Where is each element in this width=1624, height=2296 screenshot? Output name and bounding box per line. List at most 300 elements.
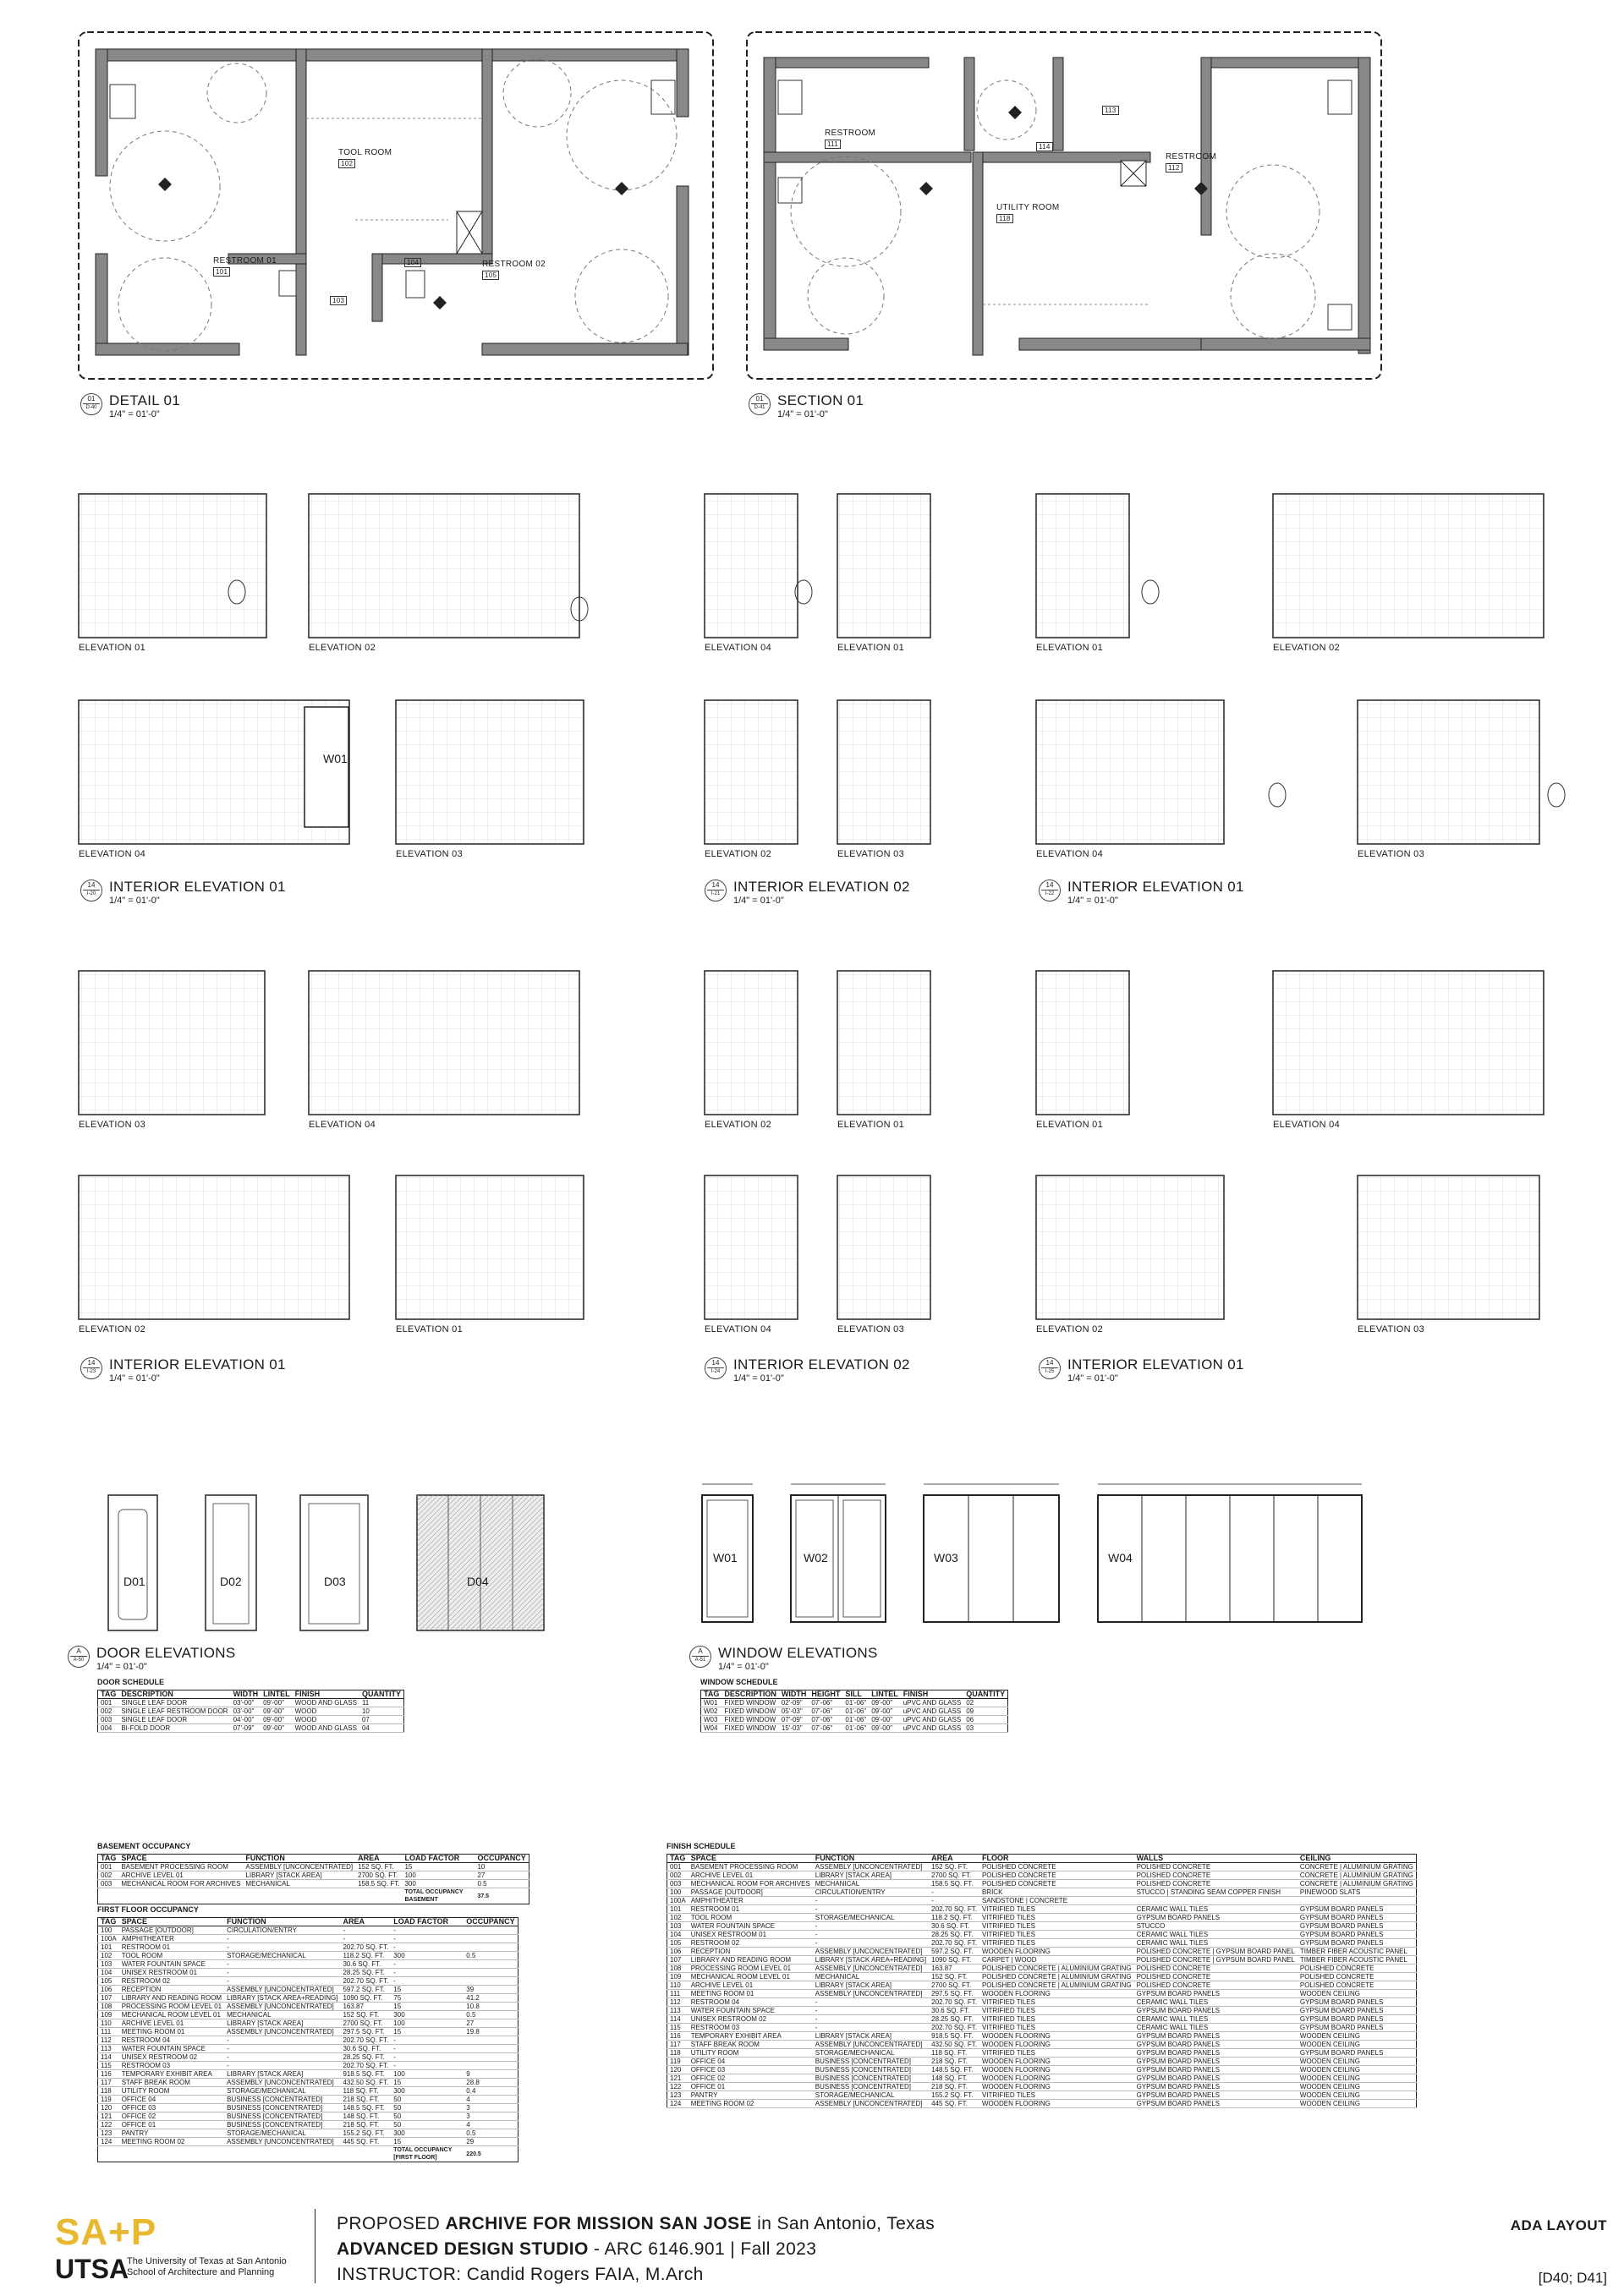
table-cell: 118.2 SQ. FT. — [340, 1952, 391, 1960]
table-cell: STUCCO | STANDING SEAM COPPER FINISH — [1134, 1888, 1298, 1897]
table-cell: POLISHED CONCRETE — [979, 1871, 1134, 1880]
table-cell: OFFICE 03 — [689, 2066, 813, 2074]
table-cell: MECHANICAL — [813, 1880, 929, 1888]
table-cell: MEETING ROOM 01 — [689, 1990, 813, 1998]
table-cell: MECHANICAL ROOM LEVEL 01 — [689, 1973, 813, 1981]
table-cell — [1298, 1897, 1416, 1905]
table-cell: STORAGE/MECHANICAL — [813, 2091, 929, 2100]
window-elevations — [702, 1484, 1362, 1622]
table-row — [667, 1863, 1417, 1871]
table-cell — [464, 2045, 518, 2053]
drawing-number-badge: 14 I-20 — [80, 879, 102, 901]
column-header: SILL — [842, 1690, 869, 1699]
table-cell: BASEMENT PROCESSING ROOM — [689, 1863, 813, 1871]
table-cell: OFFICE 02 — [119, 2112, 224, 2121]
drawing-number-badge: 01 D-40 — [80, 393, 102, 415]
table-cell: STORAGE/MECHANICAL — [813, 1914, 929, 1922]
table-cell — [464, 2036, 518, 2045]
project-title: PROPOSED ARCHIVE FOR MISSION SAN JOSE in San Antonio, Texas — [337, 2214, 935, 2233]
table-cell: 122 — [667, 2083, 689, 2091]
table-cell: ASSEMBLY [UNCONCENTRATED] — [224, 2003, 340, 2011]
elevation-frame — [396, 700, 584, 844]
table-cell: 113 — [98, 2045, 119, 2053]
table-cell: 113 — [667, 2007, 689, 2015]
interior-elevation-title: 14 I-20 INTERIOR ELEVATION 01 1/4" = 01'-0" — [80, 879, 286, 907]
table-cell: 121 — [98, 2112, 119, 2121]
table-cell: LIBRARY [STACK AREA] — [224, 2070, 340, 2079]
table-cell: 107 — [98, 1994, 119, 2003]
table-row — [98, 2003, 518, 2011]
table-cell: VITRIFIED TILES — [979, 2015, 1134, 2024]
table-row — [667, 2024, 1417, 2032]
column-header: FUNCTION — [243, 1855, 355, 1863]
table-cell — [98, 2146, 119, 2162]
table-cell: 108 — [98, 2003, 119, 2011]
table-cell: - — [391, 2062, 464, 2070]
table-cell: - — [929, 1897, 979, 1905]
table-cell: 04 — [359, 1724, 404, 1733]
table-cell: POLISHED CONCRETE — [1134, 1973, 1298, 1981]
toilet-fixture — [1142, 580, 1159, 604]
table-row — [667, 1897, 1417, 1905]
table-cell: OFFICE 01 — [689, 2083, 813, 2091]
door-elevations — [108, 1495, 544, 1630]
sheet-title: ADA LAYOUT — [1510, 2217, 1607, 2233]
table-row — [98, 2053, 518, 2062]
elevation-label: ELEVATION 03 — [79, 1120, 145, 1130]
table-cell: 2700 SQ. FT. — [929, 1981, 979, 1990]
table-row — [667, 2058, 1417, 2066]
elevation-label: ELEVATION 03 — [396, 849, 463, 859]
table-cell: ARCHIVE LEVEL 01 — [689, 1981, 813, 1990]
table-cell: 10 — [359, 1707, 404, 1716]
elevation-frame — [1036, 971, 1129, 1115]
table-cell: FIXED WINDOW — [721, 1707, 779, 1716]
table-row — [667, 1948, 1417, 1956]
elevation-frame — [837, 700, 930, 844]
table-cell: WOODEN CEILING — [1298, 2100, 1416, 2108]
table-cell: 50 — [391, 2096, 464, 2104]
table-cell: 117 — [98, 2079, 119, 2087]
column-header: HEIGHT — [809, 1690, 842, 1699]
first-floor-occupancy-title: FIRST FLOOR OCCUPANCY — [97, 1905, 199, 1914]
table-row — [98, 2087, 518, 2096]
table-row — [667, 1888, 1417, 1897]
column-header: CEILING — [1298, 1855, 1416, 1863]
table-cell: 202.70 SQ. FT. — [340, 1943, 391, 1952]
table-cell: RESTROOM 04 — [119, 2036, 224, 2045]
table-cell: 28.8 — [464, 2079, 518, 2087]
table-cell: CARPET | WOOD — [979, 1956, 1134, 1964]
table-cell: - — [224, 2045, 340, 2053]
table-row — [98, 2096, 518, 2104]
table-cell: 3 — [464, 2104, 518, 2112]
total-row — [98, 1888, 529, 1904]
room-label-restroom-02: RESTROOM 02 105 — [482, 260, 546, 279]
column-header: LINTEL — [869, 1690, 901, 1699]
elevation-label: ELEVATION 03 — [1358, 849, 1424, 859]
table-row — [667, 1939, 1417, 1948]
table-row — [667, 2041, 1417, 2049]
table-cell — [98, 1888, 119, 1904]
table-cell: 109 — [98, 2011, 119, 2019]
door-tag-d03: D03 — [324, 1575, 346, 1588]
table-cell: BUSINESS [CONCENTRATED] — [224, 2096, 340, 2104]
table-cell: 110 — [98, 2019, 119, 2028]
basement-occupancy-table — [97, 1854, 529, 1904]
table-cell: 158.5 SQ. FT. — [929, 1880, 979, 1888]
table-row — [98, 2112, 518, 2121]
table-cell: 10 — [475, 1863, 529, 1871]
table-cell: 148.5 SQ. FT. — [340, 2104, 391, 2112]
table-cell: WOOD AND GLASS — [293, 1699, 359, 1707]
elevation-label: ELEVATION 04 — [1036, 849, 1103, 859]
column-header: DESCRIPTION — [721, 1690, 779, 1699]
table-header-row — [98, 1918, 518, 1926]
table-cell: ASSEMBLY [UNCONCENTRATED] — [224, 1986, 340, 1994]
table-cell: 0.4 — [464, 2087, 518, 2096]
table-cell: 117 — [667, 2041, 689, 2049]
table-cell: 09'-00" — [869, 1707, 901, 1716]
instructor-line: INSTRUCTOR: Candid Rogers FAIA, M.Arch — [337, 2265, 704, 2284]
table-cell: BUSINESS [CONCENTRATED] — [813, 2058, 929, 2066]
table-row — [667, 1905, 1417, 1914]
table-cell: AMPHITHEATER — [689, 1897, 813, 1905]
table-cell: POLISHED CONCRETE — [1134, 1871, 1298, 1880]
table-cell: ARCHIVE LEVEL 01 — [118, 1871, 243, 1880]
table-cell: 300 — [391, 2011, 464, 2019]
table-cell: 109 — [667, 1973, 689, 1981]
table-row — [98, 1986, 518, 1994]
table-cell: TEMPORARY EXHIBIT AREA — [689, 2032, 813, 2041]
table-cell: WOODEN CEILING — [1298, 2074, 1416, 2083]
table-cell: TOOL ROOM — [119, 1952, 224, 1960]
table-cell: CONCRETE | ALUMINIUM GRATING — [1298, 1871, 1416, 1880]
table-cell: 27 — [475, 1871, 529, 1880]
table-cell: MECHANICAL ROOM FOR ARCHIVES — [118, 1880, 243, 1888]
table-cell: TIMBER FIBER ACOUSTIC PANEL — [1298, 1956, 1416, 1964]
elevation-label: ELEVATION 04 — [705, 1324, 771, 1334]
university-name: The University of Texas at San Antonio School of Architecture and Planning — [127, 2256, 287, 2277]
total-value: 220.5 — [464, 2146, 518, 2162]
table-cell: WATER FOUNTAIN SPACE — [119, 1960, 224, 1969]
table-cell: 152 SQ. FT. — [929, 1973, 979, 1981]
table-cell: 15 — [391, 2138, 464, 2146]
table-cell: MECHANICAL — [224, 2011, 340, 2019]
elevation-label: ELEVATION 03 — [837, 849, 904, 859]
table-cell: LIBRARY [STACK AREA] — [813, 1981, 929, 1990]
table-cell: VITRIFIED TILES — [979, 1922, 1134, 1931]
elevation-frame — [837, 1175, 930, 1319]
table-cell: POLISHED CONCRETE | GYPSUM BOARD PANEL — [1134, 1956, 1298, 1964]
table-cell: WOODEN FLOORING — [979, 1948, 1134, 1956]
table-cell: 09'-00" — [261, 1724, 293, 1733]
table-cell: PINEWOOD SLATS — [1298, 1888, 1416, 1897]
table-cell: WOOD — [293, 1716, 359, 1724]
table-cell: 03'-00" — [231, 1699, 261, 1707]
table-cell: STORAGE/MECHANICAL — [224, 2087, 340, 2096]
table-row — [98, 2079, 518, 2087]
table-cell: - — [813, 1922, 929, 1931]
detail-01-plan — [79, 32, 713, 379]
table-cell: 0.5 — [464, 2011, 518, 2019]
table-cell: 3 — [464, 2112, 518, 2121]
table-cell: BUSINESS [CONCENTRATED] — [224, 2104, 340, 2112]
table-cell: 2700 SQ. FT. — [340, 2019, 391, 2028]
table-cell: 30.6 SQ. FT. — [340, 1960, 391, 1969]
table-cell: 445 SQ. FT. — [340, 2138, 391, 2146]
column-header: OCCUPANCY — [464, 1918, 518, 1926]
table-cell: RECEPTION — [689, 1948, 813, 1956]
room-label-tool-room: TOOL ROOM 102 — [338, 148, 392, 167]
table-cell: CONCRETE | ALUMINIUM GRATING — [1298, 1863, 1416, 1871]
table-cell: 300 — [391, 2129, 464, 2138]
table-cell: 100 — [402, 1871, 475, 1880]
table-cell: 03 — [963, 1724, 1008, 1733]
table-cell: 4 — [464, 2096, 518, 2104]
table-cell: VITRIFIED TILES — [979, 2091, 1134, 2100]
table-cell: 118 — [667, 2049, 689, 2058]
table-cell: 30.6 SQ. FT. — [929, 1922, 979, 1931]
table-row — [98, 1960, 518, 1969]
table-cell: POLISHED CONCRETE — [1134, 1981, 1298, 1990]
elevation-label: ELEVATION 02 — [79, 1324, 145, 1334]
table-cell: 108 — [667, 1964, 689, 1973]
table-cell: LIBRARY [STACK AREA] — [813, 2032, 929, 2041]
table-row — [667, 2015, 1417, 2024]
table-row — [98, 2036, 518, 2045]
w01-elevation-tag: W01 — [323, 752, 348, 765]
table-row — [98, 1699, 404, 1707]
table-row — [98, 2104, 518, 2112]
table-row — [667, 2083, 1417, 2091]
table-cell: MECHANICAL ROOM FOR ARCHIVES — [689, 1880, 813, 1888]
table-cell: LIBRARY [STACK AREA] — [813, 1871, 929, 1880]
table-cell: STORAGE/MECHANICAL — [224, 1952, 340, 1960]
table-row — [667, 1931, 1417, 1939]
table-cell: 202.70 SQ. FT. — [340, 2036, 391, 2045]
table-cell: 0.5 — [475, 1880, 529, 1888]
table-cell: CERAMIC WALL TILES — [1134, 1931, 1298, 1939]
table-cell: GYPSUM BOARD PANELS — [1134, 2058, 1298, 2066]
table-cell: VITRIFIED TILES — [979, 2007, 1134, 2015]
table-cell: 03'-00" — [231, 1707, 261, 1716]
column-header: WALLS — [1134, 1855, 1298, 1863]
table-cell: POLISHED CONCRETE — [979, 1863, 1134, 1871]
door-schedule-title: DOOR SCHEDULE — [97, 1678, 165, 1686]
table-cell: TEMPORARY EXHIBIT AREA — [119, 2070, 224, 2079]
room-label-103: 103 — [330, 294, 347, 305]
table-cell: WOOD — [293, 1707, 359, 1716]
table-cell: - — [224, 1977, 340, 1986]
table-cell: WOODEN CEILING — [1298, 2041, 1416, 2049]
table-cell: 163.87 — [929, 1964, 979, 1973]
table-cell: VITRIFIED TILES — [979, 1914, 1134, 1922]
table-cell: 15 — [402, 1863, 475, 1871]
table-cell: W03 — [701, 1716, 722, 1724]
drawing-number-badge: 14 I-23 — [80, 1357, 102, 1379]
table-header-row — [98, 1690, 404, 1699]
table-cell: GYPSUM BOARD PANELS — [1134, 1914, 1298, 1922]
table-cell: FIXED WINDOW — [721, 1699, 779, 1707]
title-section-01: 01 D-41 SECTION 01 1/4" = 01'-0" — [749, 393, 864, 420]
table-cell: OFFICE 01 — [119, 2121, 224, 2129]
table-cell: 07'-09" — [779, 1716, 809, 1724]
interior-elevation-title: 14 I-22 INTERIOR ELEVATION 01 1/4" = 01'-0" — [1039, 879, 1244, 907]
table-cell: GYPSUM BOARD PANELS — [1298, 2049, 1416, 2058]
table-cell: 918.5 SQ. FT. — [340, 2070, 391, 2079]
table-cell: RECEPTION — [119, 1986, 224, 1994]
table-cell: ASSEMBLY [UNCONCENTRATED] — [224, 2138, 340, 2146]
table-cell: WOODEN FLOORING — [979, 1990, 1134, 1998]
table-cell: ARCHIVE LEVEL 01 — [119, 2019, 224, 2028]
table-cell: 28.25 SQ. FT. — [340, 2053, 391, 2062]
table-row — [667, 1922, 1417, 1931]
table-cell: - — [224, 1969, 340, 1977]
table-cell: POLISHED CONCRETE | ALUMINIUM GRATING — [979, 1973, 1134, 1981]
table-cell: GYPSUM BOARD PANELS — [1298, 1905, 1416, 1914]
table-cell: CERAMIC WALL TILES — [1134, 1905, 1298, 1914]
table-cell: GYPSUM BOARD PANELS — [1298, 1931, 1416, 1939]
room-label-restroom-01: RESTROOM 01 101 — [213, 256, 277, 276]
drawing-number-badge: 01 D-41 — [749, 393, 771, 415]
table-cell: 002 — [667, 1871, 689, 1880]
table-cell: 105 — [98, 1977, 119, 1986]
table-cell: RESTROOM 02 — [689, 1939, 813, 1948]
table-cell: uPVC AND GLASS — [901, 1724, 963, 1733]
table-row — [98, 1994, 518, 2003]
column-header: AREA — [929, 1855, 979, 1863]
drawing-number-badge: 14 I-22 — [1039, 879, 1061, 901]
table-row — [701, 1707, 1008, 1716]
table-cell: LIBRARY [STACK AREA] — [224, 2019, 340, 2028]
table-cell: FIXED WINDOW — [721, 1724, 779, 1733]
table-cell: - — [391, 2045, 464, 2053]
window-in-elevation — [304, 707, 348, 827]
elevation-label: ELEVATION 02 — [705, 849, 771, 859]
table-cell: RESTROOM 03 — [689, 2024, 813, 2032]
table-cell: OFFICE 04 — [689, 2058, 813, 2066]
table-row — [98, 2028, 518, 2036]
room-label-restroom-112: RESTROOM 112 — [1166, 152, 1217, 172]
table-cell: STAFF BREAK ROOM — [689, 2041, 813, 2049]
table-cell: POLISHED CONCRETE — [1298, 1981, 1416, 1990]
table-row — [98, 1724, 404, 1733]
table-cell: 102 — [98, 1952, 119, 1960]
table-cell: WOODEN FLOORING — [979, 2074, 1134, 2083]
column-header: FINISH — [293, 1690, 359, 1699]
table-row — [98, 2121, 518, 2129]
table-cell: 1090 SQ. FT. — [929, 1956, 979, 1964]
table-cell: 155.2 SQ. FT. — [340, 2129, 391, 2138]
table-cell: VITRIFIED TILES — [979, 2049, 1134, 2058]
window-schedule-table — [700, 1690, 1008, 1733]
table-cell: WOODEN CEILING — [1298, 2058, 1416, 2066]
room-label-utility-room: UTILITY ROOM 118 — [996, 203, 1060, 222]
table-cell: WATER FOUNTAIN SPACE — [689, 1922, 813, 1931]
table-cell: 202.70 SQ. FT. — [929, 2024, 979, 2032]
table-cell: UNISEX RESTROOM 01 — [689, 1931, 813, 1939]
table-row — [667, 1973, 1417, 1981]
table-cell: GYPSUM BOARD PANELS — [1134, 2041, 1298, 2049]
table-cell: 120 — [667, 2066, 689, 2074]
table-cell: VITRIFIED TILES — [979, 2024, 1134, 2032]
table-cell — [464, 1960, 518, 1969]
table-cell: 152 SQ. FT. — [355, 1863, 402, 1871]
column-header: FUNCTION — [224, 1918, 340, 1926]
table-cell: 15 — [391, 2028, 464, 2036]
table-cell: UNISEX RESTROOM 01 — [119, 1969, 224, 1977]
table-cell: UTILITY ROOM — [119, 2087, 224, 2096]
table-cell: 300 — [391, 1952, 464, 1960]
table-cell: 003 — [98, 1716, 119, 1724]
studio-line: ADVANCED DESIGN STUDIO - ARC 6146.901 | Fall 2023 — [337, 2239, 817, 2259]
table-cell: WOODEN CEILING — [1298, 2032, 1416, 2041]
table-cell: 218 SQ. FT. — [340, 2121, 391, 2129]
table-row — [98, 1863, 529, 1871]
table-cell: 118 — [98, 2087, 119, 2096]
table-cell: GYPSUM BOARD PANELS — [1298, 1998, 1416, 2007]
table-cell: STORAGE/MECHANICAL — [224, 2129, 340, 2138]
table-cell: GYPSUM BOARD PANELS — [1298, 1914, 1416, 1922]
table-row — [667, 2074, 1417, 2083]
table-cell: GYPSUM BOARD PANELS — [1134, 2100, 1298, 2108]
table-cell: RESTROOM 01 — [689, 1905, 813, 1914]
table-cell: 106 — [98, 1986, 119, 1994]
table-row — [667, 1880, 1417, 1888]
table-cell: 432.50 SQ. FT. — [340, 2079, 391, 2087]
table-cell: 28.25 SQ. FT. — [929, 1931, 979, 1939]
table-cell: 148.5 SQ. FT. — [929, 2066, 979, 2074]
table-cell: OFFICE 02 — [689, 2074, 813, 2083]
table-cell: 112 — [98, 2036, 119, 2045]
table-cell: - — [340, 1935, 391, 1943]
table-cell: 001 — [667, 1863, 689, 1871]
table-cell: - — [813, 1931, 929, 1939]
table-cell: 002 — [98, 1707, 119, 1716]
table-cell: 28.25 SQ. FT. — [929, 2015, 979, 2024]
table-cell: CERAMIC WALL TILES — [1134, 2024, 1298, 2032]
table-header-row — [667, 1855, 1417, 1863]
table-cell: GYPSUM BOARD PANELS — [1134, 2074, 1298, 2083]
table-cell: LIBRARY [STACK AREA+READING] — [813, 1956, 929, 1964]
table-cell: MECHANICAL — [243, 1880, 355, 1888]
table-cell: FIXED WINDOW — [721, 1716, 779, 1724]
table-cell: - — [224, 2036, 340, 2045]
table-cell: 15 — [391, 2003, 464, 2011]
door-schedule-table — [97, 1690, 404, 1733]
table-row — [667, 2091, 1417, 2100]
table-row — [701, 1699, 1008, 1707]
table-cell: ASSEMBLY [UNCONCENTRATED] — [813, 1863, 929, 1871]
table-cell: 001 — [98, 1863, 119, 1871]
table-cell: 003 — [98, 1880, 119, 1888]
table-cell: GYPSUM BOARD PANELS — [1134, 2091, 1298, 2100]
column-header: AREA — [340, 1918, 391, 1926]
table-cell: 445 SQ. FT. — [929, 2100, 979, 2108]
table-cell: 15 — [391, 1986, 464, 1994]
table-cell: 101 — [98, 1943, 119, 1952]
elevation-frame — [705, 971, 798, 1115]
elevation-frame — [705, 494, 798, 638]
table-cell: PANTRY — [689, 2091, 813, 2100]
elevation-frame — [705, 700, 798, 844]
table-cell: - — [813, 2007, 929, 2015]
table-cell: CIRCULATION/ENTRY — [813, 1888, 929, 1897]
table-cell: 103 — [667, 1922, 689, 1931]
finish-schedule-table — [667, 1854, 1417, 2108]
table-cell: WOODEN CEILING — [1298, 2091, 1416, 2100]
